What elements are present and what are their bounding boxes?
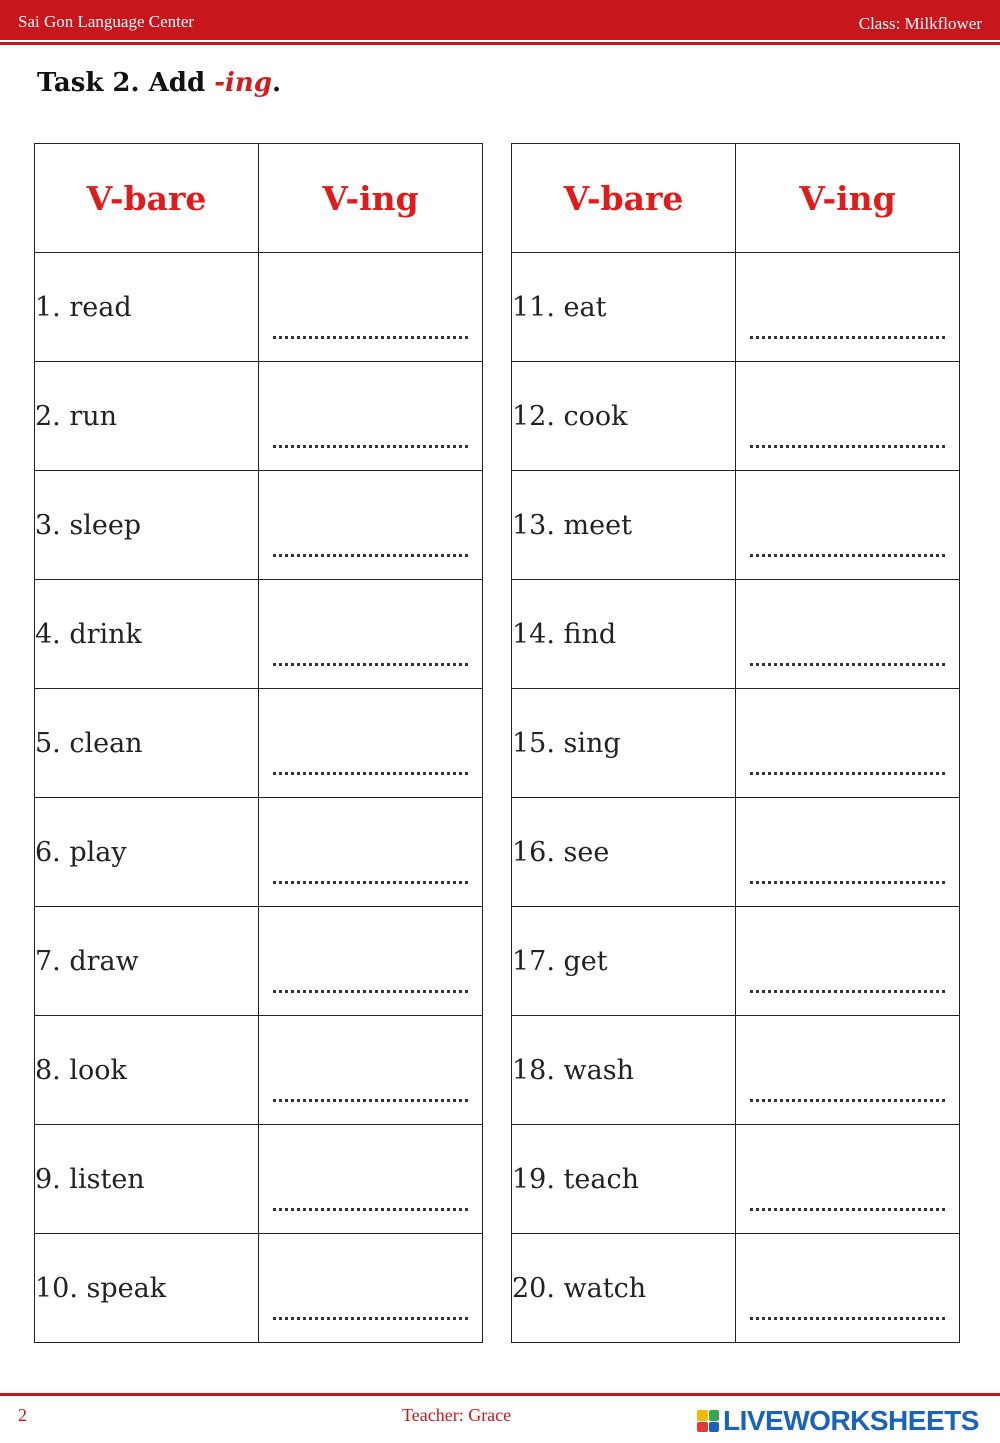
verb-bare-cell: 13. meet [512, 471, 736, 580]
task-period: . [271, 68, 282, 98]
table-row [512, 253, 960, 362]
verb-bare-cell: 6. play [35, 798, 259, 907]
table-row [35, 1234, 483, 1343]
dotted-answer-line [750, 770, 945, 775]
dotted-answer-line [273, 879, 468, 884]
column-header-v-bare: V-bare [512, 144, 736, 253]
table-row [35, 1016, 483, 1125]
answer-blank[interactable] [259, 253, 483, 362]
table-row [35, 253, 483, 362]
verb-bare-cell: 15. sing [512, 689, 736, 798]
verb-bare-cell: 12. cook [512, 362, 736, 471]
table-row [35, 1125, 483, 1234]
answer-blank[interactable] [736, 1016, 960, 1125]
verb-bare-cell: 18. wash [512, 1016, 736, 1125]
answer-blank[interactable] [736, 798, 960, 907]
table-row [512, 1125, 960, 1234]
dotted-answer-line [273, 1206, 468, 1211]
liveworksheets-logo [697, 1406, 979, 1436]
verb-bare-cell: 19. teach [512, 1125, 736, 1234]
teacher-name: Teacher: Grace [402, 1405, 512, 1425]
answer-blank[interactable] [259, 689, 483, 798]
answer-blank[interactable] [259, 1016, 483, 1125]
verb-bare-cell: 20. watch [512, 1234, 736, 1343]
footer-divider [0, 1393, 1000, 1396]
column-header-v-ing: V-ing [259, 144, 483, 253]
table-row [512, 471, 960, 580]
table-row [35, 471, 483, 580]
dotted-answer-line [750, 1206, 945, 1211]
answer-blank[interactable] [259, 362, 483, 471]
dotted-answer-line [750, 1097, 945, 1102]
answer-blank[interactable] [736, 689, 960, 798]
verb-bare-cell: 17. get [512, 907, 736, 1016]
column-header-v-ing: V-ing [736, 144, 960, 253]
task-title [37, 68, 281, 98]
dotted-answer-line [273, 770, 468, 775]
task-ing-suffix: -ing [214, 68, 272, 98]
dotted-answer-line [750, 443, 945, 448]
page-number: 2 [18, 1405, 27, 1425]
table-row [512, 907, 960, 1016]
verb-bare-cell: 16. see [512, 798, 736, 907]
dotted-answer-line [750, 1315, 945, 1320]
table-row [35, 798, 483, 907]
verb-bare-cell: 7. draw [35, 907, 259, 1016]
answer-blank[interactable] [736, 580, 960, 689]
column-header-v-bare: V-bare [35, 144, 259, 253]
school-name: Sai Gon Language Center [18, 12, 195, 31]
verb-bare-cell: 1. read [35, 253, 259, 362]
answer-blank[interactable] [259, 798, 483, 907]
verb-bare-cell: 11. eat [512, 253, 736, 362]
table-row [512, 689, 960, 798]
table-row [35, 362, 483, 471]
verb-bare-cell: 2. run [35, 362, 259, 471]
table-row [35, 907, 483, 1016]
table-row [512, 1234, 960, 1343]
table-header-row [512, 144, 960, 253]
answer-blank[interactable] [259, 907, 483, 1016]
answer-blank[interactable] [736, 1125, 960, 1234]
answer-blank[interactable] [259, 471, 483, 580]
table-row [35, 580, 483, 689]
dotted-answer-line [273, 988, 468, 993]
answer-blank[interactable] [736, 1234, 960, 1343]
table-row [512, 580, 960, 689]
verb-table-left [34, 143, 483, 1343]
answer-blank[interactable] [736, 253, 960, 362]
answer-blank[interactable] [736, 471, 960, 580]
verb-bare-cell: 10. speak [35, 1234, 259, 1343]
table-header-row [35, 144, 483, 253]
answer-blank[interactable] [736, 362, 960, 471]
dotted-answer-line [750, 552, 945, 557]
dotted-answer-line [273, 443, 468, 448]
verb-bare-cell: 3. sleep [35, 471, 259, 580]
verb-table-right [511, 143, 960, 1343]
task-prefix: Task 2. Add [37, 68, 215, 98]
dotted-answer-line [273, 661, 468, 666]
liveworksheets-icon [697, 1410, 719, 1432]
verb-bare-cell: 9. listen [35, 1125, 259, 1234]
dotted-answer-line [273, 1097, 468, 1102]
answer-blank[interactable] [259, 1125, 483, 1234]
class-label: Class: Milkflower [858, 14, 982, 33]
dotted-answer-line [273, 552, 468, 557]
table-row [512, 362, 960, 471]
dotted-answer-line [273, 334, 468, 339]
table-row [512, 798, 960, 907]
verb-bare-cell: 4. drink [35, 580, 259, 689]
verb-bare-cell: 14. find [512, 580, 736, 689]
verb-bare-cell: 8. look [35, 1016, 259, 1125]
dotted-answer-line [750, 661, 945, 666]
answer-blank[interactable] [259, 1234, 483, 1343]
dotted-answer-line [750, 988, 945, 993]
brand-text: LIVEWORKSHEETS [723, 1405, 979, 1436]
dotted-answer-line [750, 879, 945, 884]
answer-blank[interactable] [736, 907, 960, 1016]
verb-bare-cell: 5. clean [35, 689, 259, 798]
header-divider [0, 42, 1000, 45]
header-bar [0, 0, 1000, 40]
dotted-answer-line [750, 334, 945, 339]
table-row [512, 1016, 960, 1125]
answer-blank[interactable] [259, 580, 483, 689]
table-row [35, 689, 483, 798]
dotted-answer-line [273, 1315, 468, 1320]
